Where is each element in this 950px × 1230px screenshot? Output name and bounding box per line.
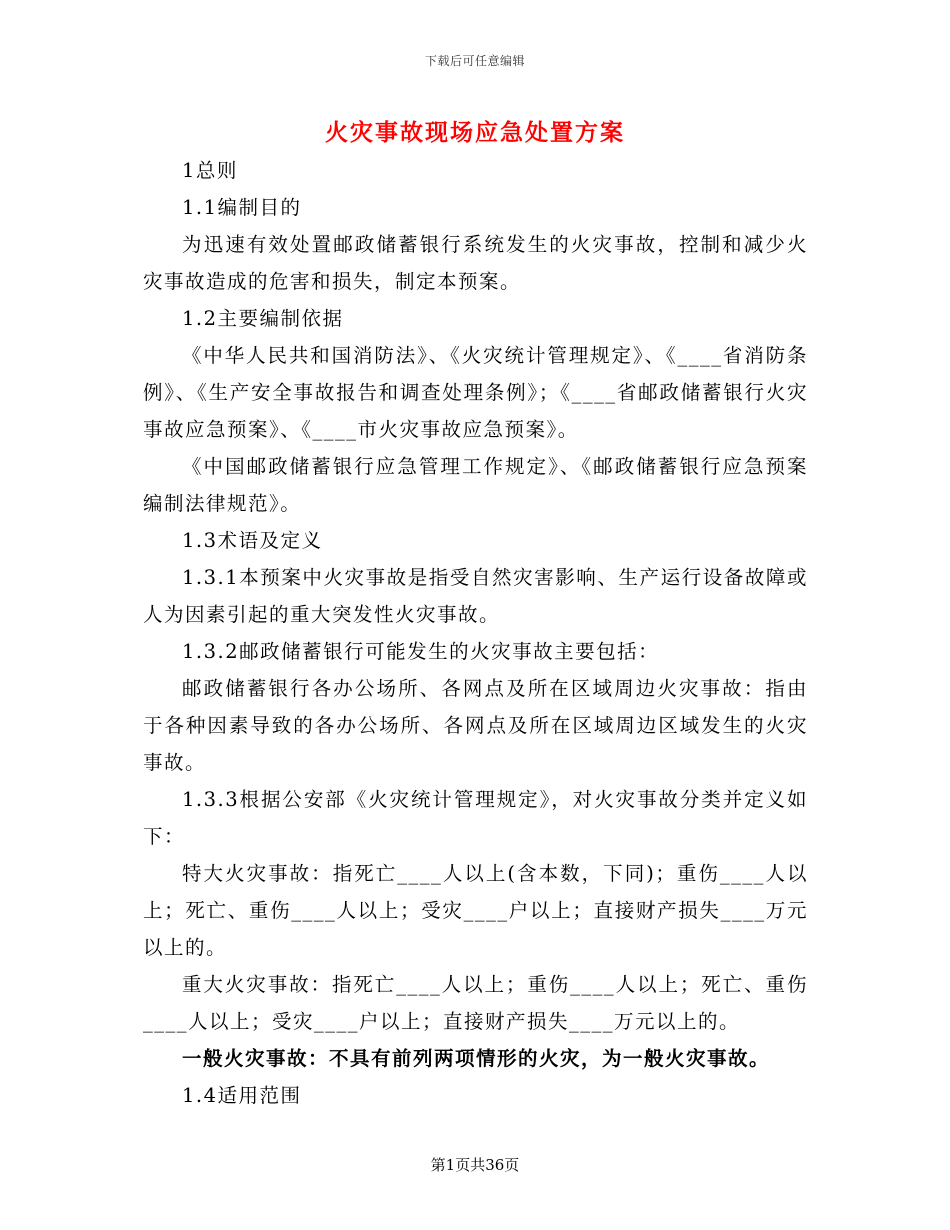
paragraph-term-2-detail: 邮政储蓄银行各办公场所、各网点及所在区域周边火灾事故：指由于各种因素导致的各办公场所、各网点及所在区域周边区域发生的火灾事故。 [143,677,808,774]
paragraph-basis-rules: 《中国邮政储蓄银行应急管理工作规定》、《邮政储蓄银行应急预案编制法律规范》。 [143,455,808,515]
section-heading-general: 1总则 [182,159,238,182]
subsection-heading-purpose: 1.1编制目的 [182,196,302,219]
document-body [143,152,808,1114]
subsection-heading-terms: 1.3术语及定义 [182,529,323,552]
paragraph-term-3: 1.3.3根据公安部《火灾统计管理规定》，对火灾事故分类并定义如下： [143,788,808,848]
paragraph-purpose: 为迅速有效处置邮政储蓄银行系统发生的火灾事故，控制和减少火灾事故造成的危害和损失，制定本预案。 [143,233,808,293]
paragraph-term-1: 1.3.1本预案中火灾事故是指受自然灾害影响、生产运行设备故障或人为因素引起的重大突发性火灾事故。 [143,566,808,626]
paragraph-class-general: 一般火灾事故：不具有前列两项情形的火灾，为一般火灾事故。 [182,1047,771,1070]
page-number-footer: 第1页共36页 [430,1156,520,1174]
paragraph-basis-laws: 《中华人民共和国消防法》、《火灾统计管理规定》、《____省消防条例》、《生产安全事故报告和调查处理条例》；《____省邮政储蓄银行火灾事故应急预案》、《____市火灾事故应急预案》。 [143,344,808,441]
paragraph-term-2: 1.3.2邮政储蓄银行可能发生的火灾事故主要包括： [182,640,660,663]
subsection-heading-basis: 1.2主要编制依据 [182,307,344,330]
document-title: 火灾事故现场应急处置方案 [325,119,625,146]
paragraph-class-major-special: 特大火灾事故：指死亡____人以上(含本数，下同)；重伤____人以上；死亡、重伤____人以上；受灾____户以上；直接财产损失____万元以上的。 [143,862,808,959]
subsection-heading-scope: 1.4适用范围 [182,1084,302,1107]
header-note: 下载后可任意编辑 [424,54,525,68]
paragraph-class-major: 重大火灾事故：指死亡____人以上；重伤____人以上；死亡、重伤____人以上；受灾____户以上；直接财产损失____万元以上的。 [143,973,808,1033]
